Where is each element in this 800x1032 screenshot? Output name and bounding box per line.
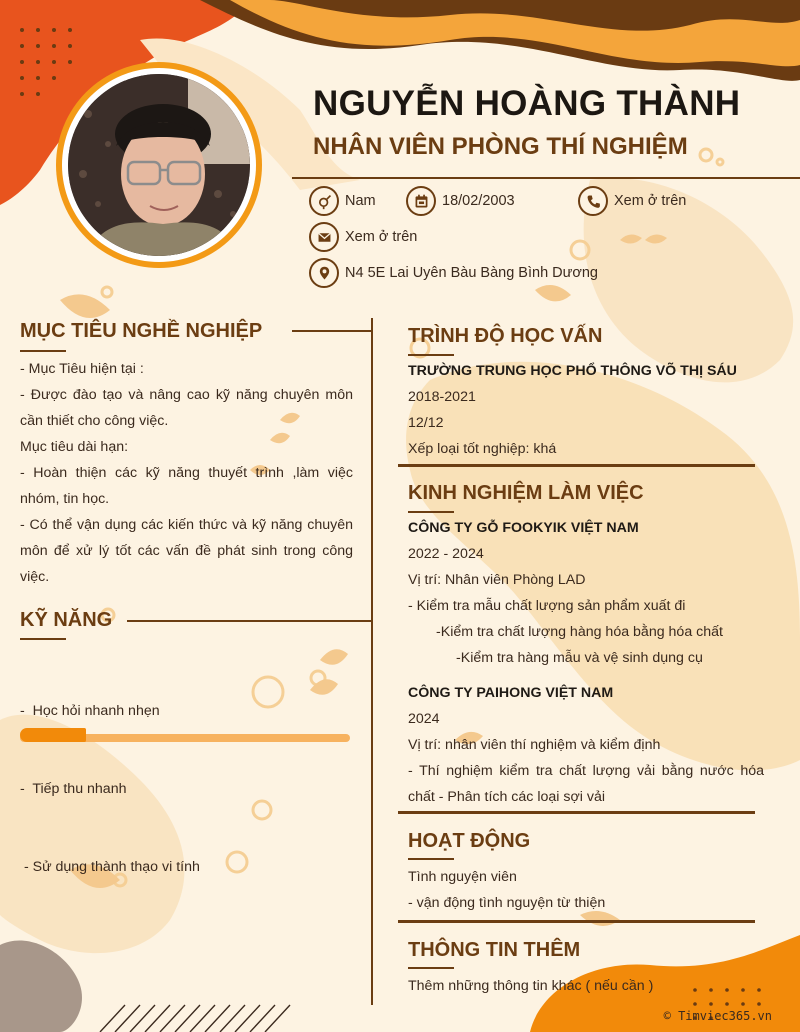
birthday-field: [406, 186, 515, 216]
skill-item: - Sử dụng thành thạo vi tính: [20, 859, 200, 875]
job-period: 2022 - 2024: [408, 546, 484, 562]
skills-heading-line: [127, 620, 372, 622]
mail-icon: [309, 222, 339, 252]
objective-line: - Được đào tạo và nâng cao kỹ năng chuyên môn cần thiết cho công việc.: [20, 387, 353, 429]
activity-line: Tình nguyện viên: [408, 869, 517, 885]
experience-job-2: [408, 680, 764, 810]
objective-heading-line: [292, 330, 372, 332]
job-task: -Kiểm tra hàng mẫu và vệ sinh dụng cụ: [456, 650, 703, 666]
skill-level-fill: [20, 728, 86, 742]
phone-icon: [578, 186, 608, 216]
education-heading: TRÌNH ĐỘ HỌC VẤN: [408, 325, 603, 347]
objective-heading: MỤC TIÊU NGHỀ NGHIỆP: [20, 320, 263, 342]
skills-list: [20, 646, 353, 906]
email-field: [309, 222, 417, 252]
job-description: - Thí nghiệm kiểm tra chất lượng vải bằng nước hóa chất - Phân tích các loại sợi vải: [408, 763, 764, 805]
additional-text: Thêm những thông tin khác ( nếu cần ): [408, 978, 654, 994]
company-name: CÔNG TY GỖ FOOKYIK VIỆT NAM: [408, 520, 639, 536]
skill-level-bar: [20, 728, 350, 742]
title-divider: [292, 177, 800, 179]
address-field: [309, 258, 598, 288]
education-years: 2018-2021: [408, 389, 476, 405]
location-icon: [309, 258, 339, 288]
job-task: -Kiểm tra chất lượng hàng hóa bằng hóa chất: [436, 624, 723, 640]
column-divider: [371, 318, 373, 1005]
job-title: NHÂN VIÊN PHÒNG THÍ NGHIỆM: [313, 133, 688, 160]
skill-item: - Tiếp thu nhanh: [20, 781, 127, 797]
objective-line: - Hoàn thiện các kỹ năng thuyết trình ,làm việc nhóm, tin học.: [20, 465, 353, 507]
experience-underline: [408, 511, 454, 513]
job-task: - Kiểm tra mẫu chất lượng sản phẩm xuất đi: [408, 598, 686, 614]
profile-photo: [68, 74, 250, 256]
birthday-value: 18/02/2003: [442, 193, 515, 209]
objective-line: - Mục Tiêu hiện tại :: [20, 361, 144, 377]
email-value: Xem ở trên: [345, 229, 418, 245]
objective-line: - Có thể vận dụng các kiến thức và kỹ năng chuyên môn để xử lý tốt các vấn đề phát sinh trong công việc.: [20, 517, 353, 585]
education-content: [408, 358, 768, 462]
school-name: TRƯỜNG TRUNG HỌC PHỔ THÔNG VÕ THỊ SÁU: [408, 363, 737, 379]
activities-content: [408, 864, 764, 916]
education-ranking: Xếp loại tốt nghiệp: khá: [408, 441, 557, 457]
job-position: Vị trí: nhân viên thí nghiệm và kiểm định: [408, 737, 661, 753]
experience-job-1: [408, 515, 764, 671]
gender-field: [309, 186, 376, 216]
activities-underline: [408, 858, 454, 860]
skills-underline: [20, 638, 66, 640]
phone-field: [578, 186, 686, 216]
job-position: Vị trí: Nhân viên Phòng LAD: [408, 572, 586, 588]
activities-heading: HOẠT ĐỘNG: [408, 830, 531, 852]
additional-heading: THÔNG TIN THÊM: [408, 939, 581, 961]
company-name: CÔNG TY PAIHONG VIỆT NAM: [408, 685, 614, 701]
objective-underline: [20, 350, 66, 352]
skill-item: - Học hỏi nhanh nhẹn: [20, 703, 160, 719]
full-name: NGUYỄN HOÀNG THÀNH: [313, 84, 741, 123]
phone-value: Xem ở trên: [614, 193, 687, 209]
additional-underline: [408, 967, 454, 969]
education-underline: [408, 354, 454, 356]
education-grade: 12/12: [408, 415, 444, 431]
objective-line: Mục tiêu dài hạn:: [20, 439, 129, 455]
gender-icon: [309, 186, 339, 216]
objective-content: [20, 356, 353, 590]
experience-heading: KINH NGHIỆM LÀM VIỆC: [408, 482, 644, 504]
avatar: [56, 62, 262, 268]
section-rule: [398, 464, 755, 467]
skills-heading: KỸ NĂNG: [20, 609, 113, 631]
activity-line: - vận động tình nguyện từ thiện: [408, 895, 606, 911]
section-rule: [398, 811, 755, 814]
job-period: 2024: [408, 711, 440, 727]
section-rule: [398, 920, 755, 923]
gender-value: Nam: [345, 193, 376, 209]
address-value: N4 5E Lai Uyên Bàu Bàng Bình Dương: [345, 265, 598, 281]
calendar-icon: [406, 186, 436, 216]
watermark: © Timviec365.vn: [663, 1009, 772, 1023]
